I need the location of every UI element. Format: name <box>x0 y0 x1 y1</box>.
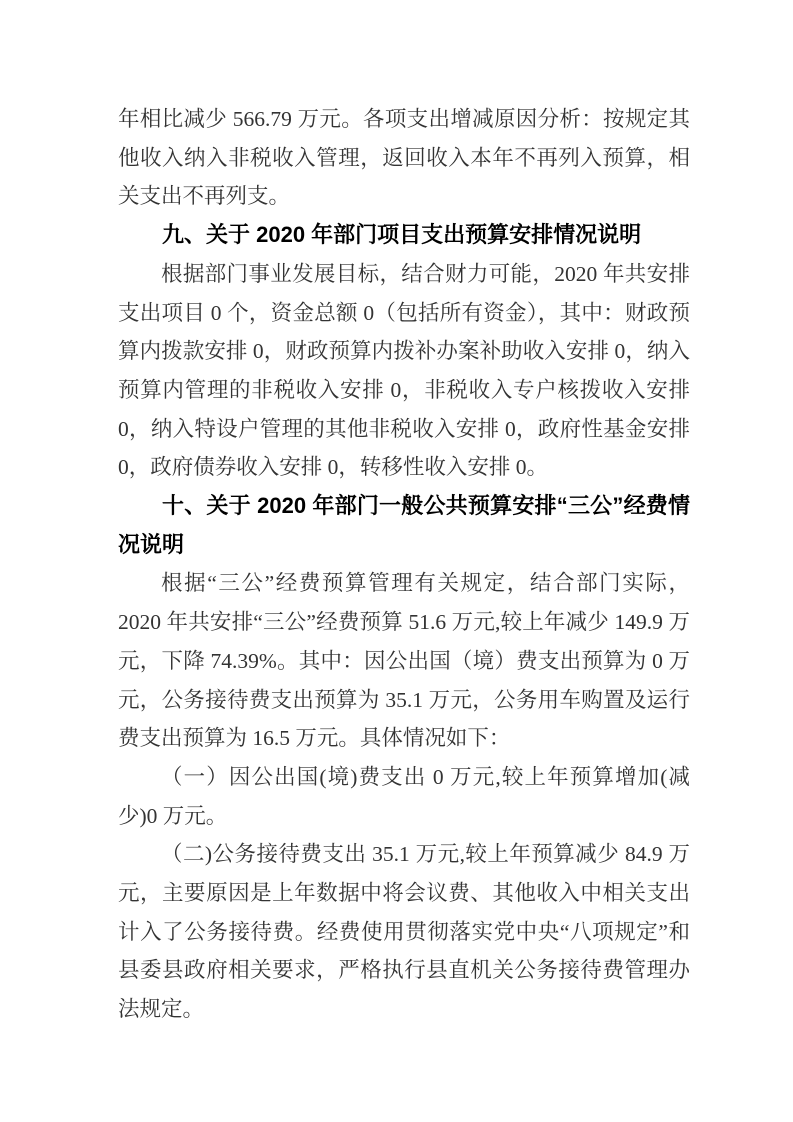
paragraph-expenditure-change-analysis: 年相比减少 566.79 万元。各项支出增减原因分析：按规定其他收入纳入非税收入管理，返回收入本年不再列入预算，相关支出不再列支。 <box>118 107 690 209</box>
paragraph-project-expenditure-budget: 根据部门事业发展目标，结合财力可能，2020 年共安排支出项目 0 个，资金总额 0（包括所有资金），其中：财政预算内拨款安排 0，财政预算内拨补办案补助收入安排 0，纳入预算内管理的非税收入安排 0，非税收入专户核拨收入安排 0，纳入特设户管理的其他非税收入安排 0，政府性基金安排 0，政府债券收入安排 0，转移性收入安排 0。 <box>118 261 690 480</box>
document-text-block <box>118 100 690 1029</box>
paragraph-item-one-overseas-travel: （一）因公出国(境)费支出 0 万元,较上年预算增加(减少)0 万元。 <box>118 764 690 828</box>
section-ten-heading: 十、关于 2020 年部门一般公共预算安排“三公”经费情况说明 <box>118 493 690 557</box>
paragraph-item-two-official-reception: （二)公务接待费支出 35.1 万元,较上年预算减少 84.9 万元，主要原因是上年数据中将会议费、其他收入中相关支出计入了公务接待费。经费使用贯彻落实党中央“八项规定”和县委县政府相关要求，严格执行县直机关公务接待费管理办法规定。 <box>118 842 690 1022</box>
paragraph-three-public-funds-overview: 根据“三公”经费预算管理有关规定，结合部门实际，2020 年共安排“三公”经费预算 51.6 万元,较上年减少 149.9 万元，下降 74.39%。其中：因公出国（境）费支出预算为 0 万元，公务接待费支出预算为 35.1 万元，公务用车购置及运行费支出预算为 16.5 万元。具体情况如下： <box>118 571 690 751</box>
section-nine-heading: 九、关于 2020 年部门项目支出预算安排情况说明 <box>162 222 642 248</box>
